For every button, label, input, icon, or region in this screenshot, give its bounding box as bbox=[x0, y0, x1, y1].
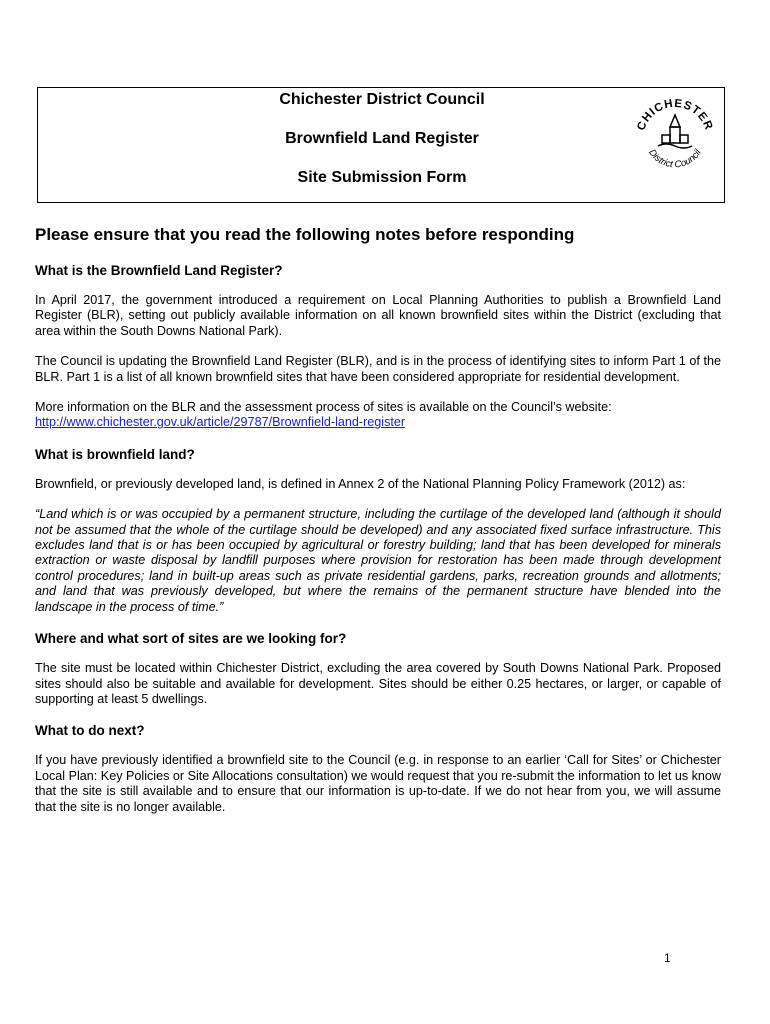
section-heading-next: What to do next? bbox=[35, 723, 145, 739]
blr-paragraph-1: In April 2017, the government introduced a requirement on Local Planning Authorities to publish a Brownfield Land Register (BLR), setting out publicly available information on all known brownfield sites within the District (excluding that area within the South Downs National Park). bbox=[35, 293, 721, 338]
blr-paragraph-2: The Council is updating the Brownfield Land Register (BLR), and is in the process of identifying sites to inform Part 1 of the BLR. Part 1 is a list of all known brownfield sites that have been considered appropriate for residential development. bbox=[35, 354, 721, 384]
notes-heading: Please ensure that you read the following notes before responding bbox=[35, 225, 575, 244]
notes-content bbox=[35, 225, 721, 830]
brownfield-definition-intro: Brownfield, or previously developed land, is defined in Annex 2 of the National Planning Policy Framework (2012) as: bbox=[35, 476, 686, 491]
brownfield-definition-quote: “Land which is or was occupied by a permanent structure, including the curtilage of the developed land (although it should not be assumed that the whole of the curtilage should be developed) and any associated fixed surface infrastructure. This excludes land that is or has been occupied by agricultural or forestry building; land that has been developed for minerals extraction or waste disposal by landfill purposes where provision for restoration has been made through development control procedures; land in built-up areas such as private residential gardens, parks, recreation grounds and allotments; and land that was previously developed, but where the remains of the permanent structure have blended into the landscape in the process of time.” bbox=[35, 507, 721, 614]
blr-paragraph-3 bbox=[35, 400, 721, 431]
sites-paragraph: The site must be located within Chichester District, excluding the area covered by South Downs National Park. Proposed sites should also be suitable and available for development. Sites should be either 0.25 hectares, or larger, or capable of supporting at least 5 dwellings. bbox=[35, 661, 721, 706]
section-heading-sites: Where and what sort of sites are we looking for? bbox=[35, 631, 347, 647]
page-number: 1 bbox=[664, 951, 671, 965]
section-heading-brownfield: What is brownfield land? bbox=[35, 446, 195, 462]
section-heading-blr: What is the Brownfield Land Register? bbox=[35, 263, 283, 278]
council-logo bbox=[634, 95, 716, 177]
next-steps-paragraph: If you have previously identified a brownfield site to the Council (e.g. in response to an earlier ‘Call for Sites’ or Chichester Local Plan: Key Policies or Site Allocations consultation) we would request that you re-submit the information to let us know that the site is still available and to ensure that our information is up-to-date. If we do not hear from you, we will assume that the site is no longer available. bbox=[35, 753, 722, 814]
council-name: Chichester District Council bbox=[279, 91, 485, 108]
register-title: Brownfield Land Register bbox=[285, 130, 479, 147]
form-title: Site Submission Form bbox=[297, 169, 467, 186]
blr-website-link[interactable]: http://www.chichester.gov.uk/article/29787/Brownfield-land-register bbox=[35, 415, 406, 430]
svg-text:District Council bbox=[646, 147, 704, 170]
cathedral-icon bbox=[658, 115, 692, 148]
header-box bbox=[37, 87, 725, 203]
logo-top-text: CHICHESTER bbox=[635, 97, 715, 133]
logo-bottom-text: District Council bbox=[646, 147, 704, 171]
blr-website-text: More information on the BLR and the assessment process of sites is available on the Council’s website: bbox=[35, 400, 612, 415]
